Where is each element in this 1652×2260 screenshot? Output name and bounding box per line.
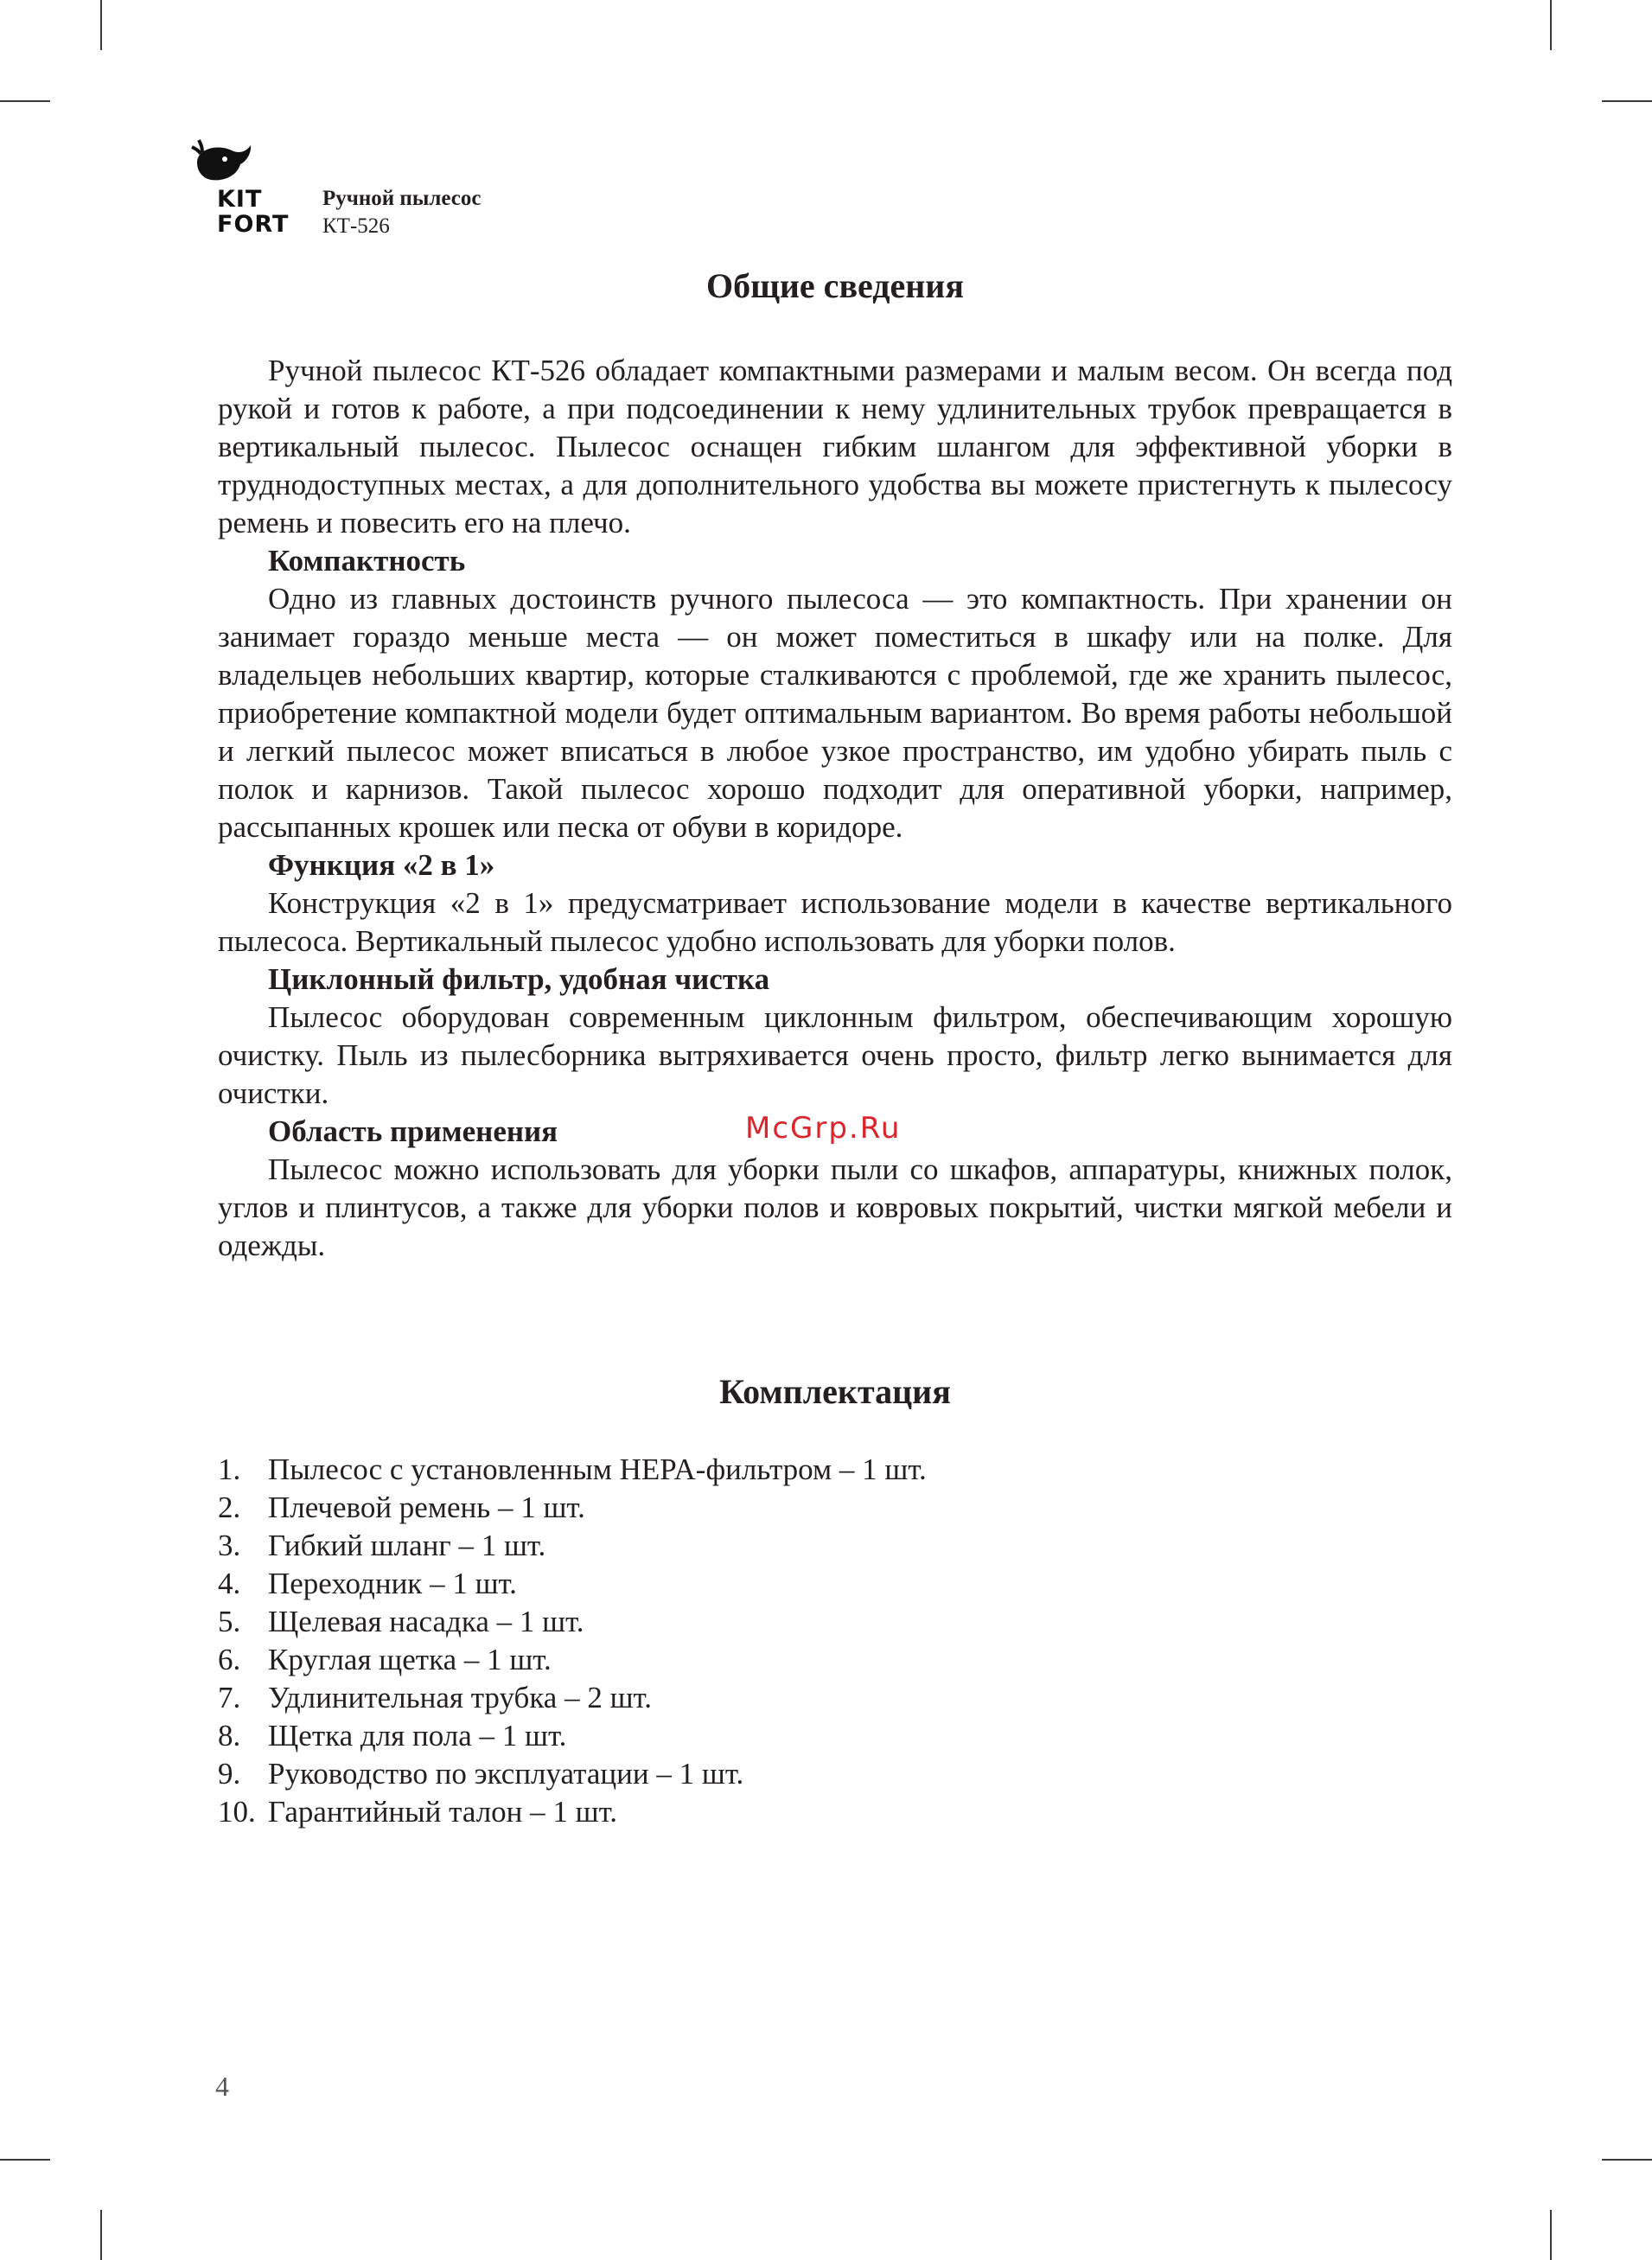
section-title: Комплектация [719,1372,951,1411]
compact-paragraph: Одно из главных достоинств ручного пылесоса — это компактность. При хранении он занимает гораздо меньше места — он может поместиться в шкафу или на полке. Для владельцев небольших квартир, которые сталкиваются с проблемой, где же хранить пылесос, приобретение компактной модели будет оптимальным вариантом. Во время работы небольшой и легкий пылесос может вписаться в любое узкое пространство, им удобно убирать пыль с полок и карнизов. Такой пылесос хорошо подходит для оперативной уборки, например, рассыпанных крошек или песка от обуви в коридоре. [218,582,1452,844]
list-item: 7. Удлинительная трубка – 2 шт. [218,1681,652,1714]
product-name: Ручной пылесос [322,187,482,210]
usage-paragraph: Пылесос можно использовать для уборки пыли со шкафов, аппаратуры, книжных полок, углов и плинтусов, а также для уборки полов и ковровых покрытий, чистки мягкой мебели и одежды. [218,1152,1452,1262]
crop-mark [1550,2210,1552,2260]
list-item: 5. Щелевая насадка – 1 шт. [218,1605,584,1638]
list-item: 4. Переходник – 1 шт. [218,1567,517,1600]
crop-mark [0,2159,50,2161]
kit-section [218,1369,1452,1831]
crop-mark [1602,2159,1652,2161]
compact-heading: Компактность [268,544,466,578]
watermark: McGrp.Ru [745,1111,902,1146]
function-paragraph: Конструкция «2 в 1» предусматривает использование модели в качестве вертикального пылесоса. Вертикальный пылесос удобно использовать для уборки полов. [218,886,1452,958]
cyclone-heading: Циклонный фильтр, удобная чистка [268,962,770,996]
product-info [322,185,481,240]
cyclone-paragraph: Пылесос оборудован современным циклонным фильтром, обеспечивающим хорошую очистку. Пыль из пылесборника вытряхивается очень просто, фильтр легко вынимается для очистки. [218,1000,1452,1110]
crop-mark [1550,0,1552,50]
function-heading: Функция «2 в 1» [268,848,495,882]
list-item: 10. Гарантийный талон – 1 шт. [218,1795,618,1829]
list-item: 8. Щетка для пола – 1 шт. [218,1719,567,1752]
kitfort-logo [188,138,292,242]
list-item: 1. Пылесос с установленным HEPA-фильтром – 1 шт. [218,1452,927,1486]
list-item: 9. Руководство по эксплуатации – 1 шт. [218,1757,744,1791]
section-title: Общие сведения [706,266,964,305]
crop-mark [100,0,102,50]
usage-heading: Область применения [268,1114,558,1148]
crop-mark [0,100,50,102]
list-item: 3. Гибкий шланг – 1 шт. [218,1529,546,1562]
list-item: 6. Круглая щетка – 1 шт. [218,1643,552,1676]
logo-wordmark: KIT FORT [217,186,290,238]
kit-list [218,1451,1452,1831]
crop-mark [100,2210,102,2260]
intro-paragraph: Ручной пылесос КТ-526 обладает компактными размерами и малым весом. Он всегда под рукой и готов к работе, а при подсоединении к нему удлинительных трубок превращается в вертикальный пылесос. Пылесос оснащен гибким шлангом для эффективной уборки в труднодоступных местах, а для дополнительного удобства вы можете пристегнуть к пылесосу ремень и повесить его на плечо. [218,354,1452,539]
product-model: КТ-526 [322,214,390,238]
whale-icon [190,138,254,188]
crop-mark [1602,100,1652,102]
page-number: 4 [215,2071,229,2102]
list-item: 2. Плечевой ремень – 1 шт. [218,1491,585,1524]
